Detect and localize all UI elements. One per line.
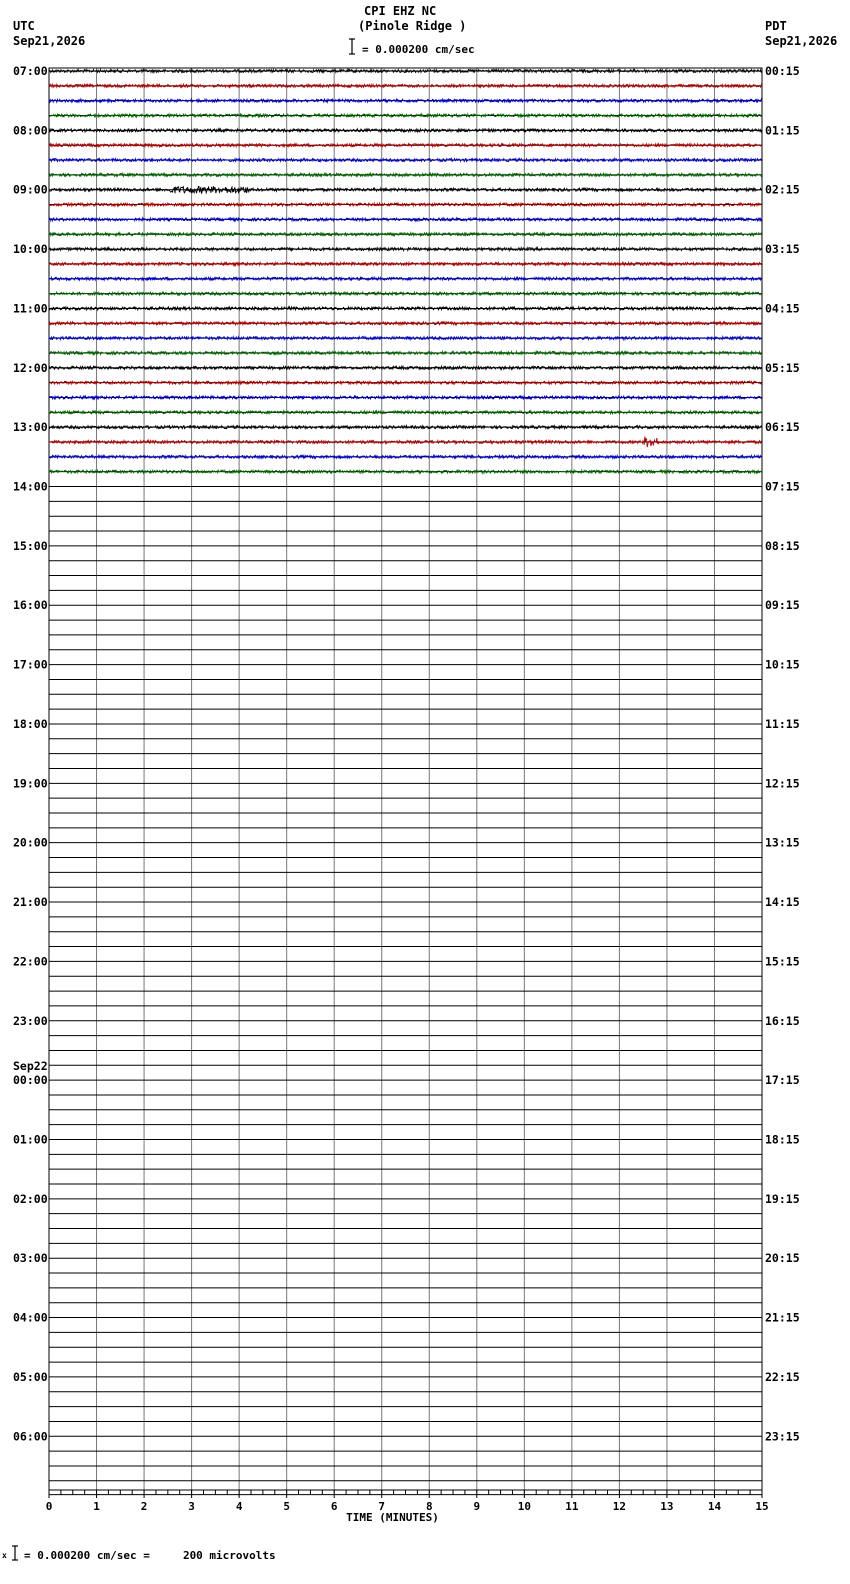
pdt-hour-label: 21:15	[765, 1310, 800, 1325]
pdt-hour-label: 08:15	[765, 538, 800, 553]
seismic-trace	[49, 233, 762, 236]
utc-hour-label: 01:00	[13, 1132, 48, 1147]
pdt-hour-label: 16:15	[765, 1013, 800, 1028]
utc-hour-labels	[13, 64, 48, 1443]
x-tick-label: 10	[517, 1500, 531, 1513]
left-date: Sep21,2026	[13, 34, 86, 48]
pdt-hour-label: 01:15	[765, 123, 800, 138]
pdt-hour-label: 18:15	[765, 1132, 800, 1147]
x-tick-label: 9	[473, 1500, 481, 1513]
seismic-trace	[49, 84, 762, 87]
pdt-hour-label: 19:15	[765, 1191, 800, 1206]
pdt-hour-label: 20:15	[765, 1251, 800, 1266]
station-subtitle: (Pinole Ridge )	[358, 19, 467, 33]
seismic-trace	[49, 381, 762, 384]
plot-border	[49, 68, 762, 1495]
utc-hour-label: 08:00	[13, 123, 48, 138]
utc-hour-label: 03:00	[13, 1251, 48, 1266]
x-tick-label: 0	[45, 1500, 53, 1513]
x-axis-title: TIME (MINUTES)	[346, 1511, 439, 1524]
seismic-trace	[49, 411, 762, 414]
seismic-trace	[49, 218, 762, 221]
utc-hour-label: 19:00	[13, 776, 48, 791]
seismic-trace	[49, 248, 762, 251]
utc-hour-label: 09:00	[13, 182, 48, 197]
x-tick-label: 12	[612, 1500, 627, 1513]
left-timezone: UTC	[13, 19, 35, 33]
x-tick-label: 3	[188, 1500, 195, 1513]
x-tick-label: 1	[93, 1500, 100, 1513]
utc-hour-label: 10:00	[13, 242, 48, 257]
utc-hour-label: 16:00	[13, 598, 48, 613]
pdt-hour-label: 04:15	[765, 301, 800, 316]
pdt-hour-label: 03:15	[765, 242, 800, 257]
x-tick-label: 14	[707, 1500, 722, 1513]
utc-hour-label: 18:00	[13, 716, 48, 731]
x-tick-label: 11	[565, 1500, 579, 1513]
utc-hour-label: 15:00	[13, 538, 48, 553]
x-tick-label: 5	[283, 1500, 290, 1513]
seismic-trace	[49, 396, 762, 399]
pdt-hour-labels	[765, 64, 800, 1443]
pdt-hour-label: 17:15	[765, 1073, 800, 1088]
seismic-trace	[49, 70, 762, 73]
pdt-hour-label: 13:15	[765, 835, 800, 850]
pdt-hour-label: 05:15	[765, 360, 800, 375]
utc-hour-label: 20:00	[13, 835, 48, 850]
utc-hour-label: 00:00	[13, 1073, 48, 1088]
date-change-label: Sep22	[13, 1059, 48, 1074]
seismic-trace	[49, 173, 762, 176]
scale-bar-icon	[349, 39, 355, 54]
x-tick-label: 15	[755, 1500, 769, 1513]
x-tick-label: 6	[330, 1500, 338, 1513]
x-tick-label: 8	[425, 1500, 433, 1513]
svg-text:x: x	[2, 1551, 7, 1560]
right-timezone: PDT	[765, 19, 787, 33]
trace-rows	[49, 68, 762, 1495]
utc-hour-label: 02:00	[13, 1191, 48, 1206]
utc-hour-label: 05:00	[13, 1369, 48, 1384]
minute-gridlines	[49, 68, 762, 1495]
utc-hour-label: 23:00	[13, 1013, 48, 1028]
seismic-trace	[49, 159, 762, 162]
footer-scale-bar-icon	[2, 1546, 18, 1560]
utc-hour-label: 12:00	[13, 360, 48, 375]
x-tick-label: 2	[140, 1500, 148, 1513]
utc-hour-label: 14:00	[13, 479, 48, 494]
pdt-hour-label: 06:15	[765, 420, 800, 435]
pdt-hour-label: 10:15	[765, 657, 800, 672]
pdt-hour-label: 23:15	[765, 1429, 800, 1444]
footer-scale-note: = 0.000200 cm/sec = 200 microvolts	[24, 1549, 276, 1562]
x-tick-label: 7	[378, 1500, 386, 1513]
pdt-hour-label: 00:15	[765, 64, 800, 78]
pdt-hour-label: 15:15	[765, 954, 800, 969]
station-title: CPI EHZ NC	[364, 4, 437, 18]
seismic-trace	[49, 322, 762, 325]
seismic-trace	[49, 337, 762, 340]
x-tick-label: 4	[235, 1500, 243, 1513]
x-tick-label: 13	[660, 1500, 674, 1513]
utc-hour-label: 22:00	[13, 954, 48, 969]
right-date: Sep21,2026	[765, 34, 838, 48]
utc-hour-label: 07:00	[13, 64, 48, 78]
pdt-hour-label: 02:15	[765, 182, 800, 197]
utc-hour-label: 06:00	[13, 1429, 48, 1444]
seismic-trace	[49, 114, 762, 117]
utc-hour-label: 13:00	[13, 420, 48, 435]
pdt-hour-label: 22:15	[765, 1369, 800, 1384]
pdt-hour-label: 12:15	[765, 776, 800, 791]
pdt-hour-label: 11:15	[765, 716, 800, 731]
utc-hour-label: 11:00	[13, 301, 48, 316]
scale-text: = 0.000200 cm/sec	[362, 43, 475, 56]
pdt-hour-label: 14:15	[765, 895, 800, 910]
utc-hour-label: 04:00	[13, 1310, 48, 1325]
pdt-hour-label: 07:15	[765, 479, 800, 494]
utc-hour-label: 21:00	[13, 895, 48, 910]
seismic-trace	[49, 203, 762, 206]
utc-hour-label: 17:00	[13, 657, 48, 672]
pdt-hour-label: 09:15	[765, 598, 800, 613]
